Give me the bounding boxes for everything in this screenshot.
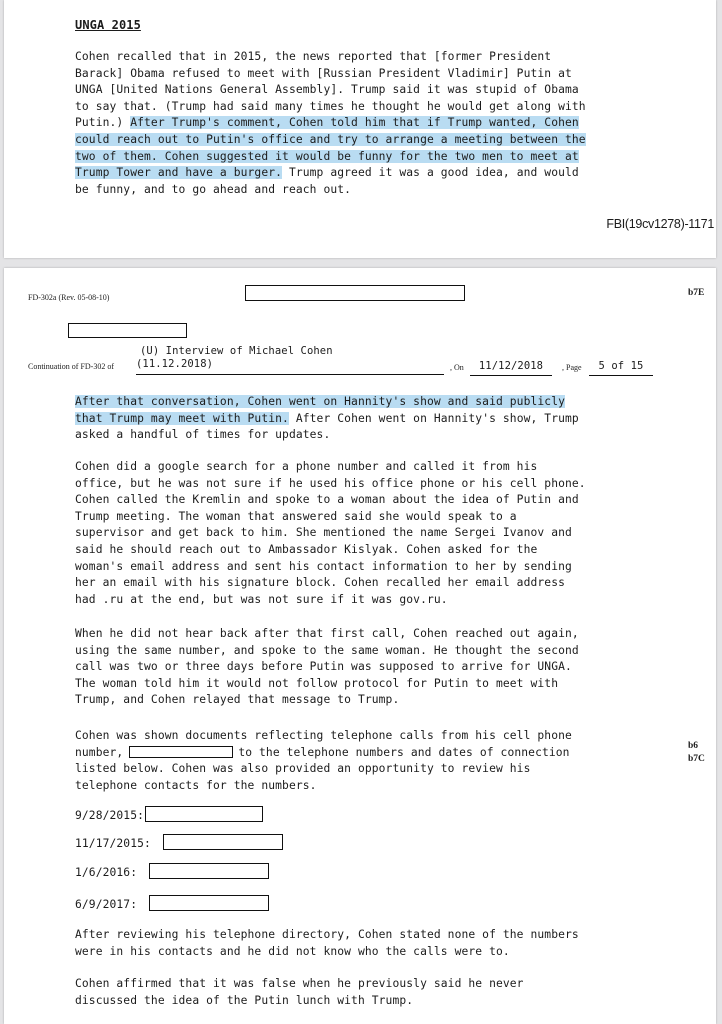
text-line: were in his contacts and he did not know who the calls were to. [75,944,510,958]
on-label: , On [450,363,464,372]
text-line [75,99,655,116]
text-line: her an email with his signature block. Cohen recalled her email address [75,576,565,590]
text-line [75,427,655,444]
text-line: telephone contacts for the numbers. [75,778,317,792]
exemption-b7e: b7E [688,288,705,298]
exemption-b6: b6 [688,741,699,751]
text-line: Cohen affirmed that it was false when he previously said he never [75,977,524,990]
page-label: , Page [562,363,582,372]
continuation-label: Continuation of FD-302 of [28,362,114,371]
text-line: listed below. Cohen was also provided an opportunity to review his [75,762,531,776]
text-segment: Trump agreed it was a good idea, and would [282,166,579,180]
form-number: FD-302a (Rev. 05-08-10) [28,293,110,302]
call-date: 11/17/2015: [75,837,151,850]
highlighted-text: could reach out to Putin's office and try to arrange a meeting between the [75,132,586,146]
text-line: Trump, and Cohen relayed that message to Trump. [75,693,400,707]
text-line [75,182,655,199]
highlighted-text: that Trump may meet with Putin. [75,411,289,425]
redaction-box-phone [129,746,233,758]
paragraph-second-call [75,626,655,709]
text-line-with-redaction [75,745,655,762]
redaction-box-header [245,285,465,301]
paragraph-hannity [75,394,655,444]
text-line: Cohen called the Kremlin and spoke to a woman about the idea of Putin and [75,493,579,507]
document-page-2 [4,268,716,1024]
text-line: call was two or three days before Putin was supposed to arrive for UNGA. [75,660,572,674]
text-segment: After Cohen went on Hannity's show, Trump [288,411,579,425]
call-date: 6/9/2017: [75,898,138,911]
text-line: After reviewing his telephone directory, Cohen stated none of the numbers [75,928,579,941]
text-line: had .ru at the end, but was not sure if it was gov.ru. [75,592,448,606]
redaction-box-number [149,863,269,879]
text-segment: Putin.) [75,116,131,130]
call-date: 1/6/2016: [75,866,138,879]
text-line [75,49,655,66]
call-date-row [75,865,137,882]
highlighted-text: After that conversation, Cohen went on Hannity's show and said publicly [75,395,565,408]
text-line [75,115,655,132]
text-line [75,149,655,166]
text-segment: be funny, and to go ahead and reach out. [75,182,352,196]
text-line [75,66,655,83]
text-segment: Cohen recalled that in 2015, the news reported that [former President [75,50,552,63]
text-line [75,411,655,428]
redaction-box-number [149,895,269,911]
text-line: Cohen did a google search for a phone number and called it from his [75,460,538,473]
interview-title-field [136,345,444,375]
text-line [75,165,655,182]
highlighted-text: Trump Tower and have a burger. [75,166,283,180]
text-line: using the same number, and spoke to the same woman. He thought the second [75,643,579,657]
redaction-box-number [163,834,283,850]
call-date: 9/28/2015: [75,809,145,822]
text-line [75,394,655,411]
paragraph-unga [75,49,655,198]
text-segment: asked a handful of times for updates. [75,428,331,442]
text-line: Cohen was shown documents reflecting telephone calls from his cell phone [75,729,572,742]
text-segment: to say that. (Trump had said many times he thought he would get along with [75,99,586,113]
page-number-field: 5 of 15 [589,358,653,376]
paragraph-kremlin-call [75,459,655,608]
highlighted-text: two of them. Cohen suggested it would be funny for the two men to meet at [75,149,579,163]
paragraph-affirmation [75,976,655,1009]
text-line: said he should reach out to Ambassador Kislyak. Cohen asked for the [75,542,538,556]
text-segment: number, [75,745,124,759]
text-line: The woman told him it would not follow protocol for Putin to meet with [75,676,559,690]
interview-date-title: (11.12.2018) [136,358,214,370]
bates-number: FBI(19cv1278)-1171 [606,217,714,231]
paragraph-directory-review [75,927,655,960]
text-line: supervisor and get back to him. She mentioned the name Sergei Ivanov and [75,526,572,540]
paragraph-phone-records [75,728,655,794]
redaction-box-file [68,323,187,338]
text-segment: UNGA [United Nations General Assembly]. Trump said it was stupid of Obama [75,83,579,97]
section-heading: UNGA 2015 [75,18,141,32]
text-segment: to the telephone numbers and dates of connection [238,745,570,759]
text-line: office, but he was not sure if he used his office phone or his cell phone. [75,476,586,490]
date-field: 11/12/2018 [470,358,552,376]
highlighted-text: After Trump's comment, Cohen told him that if Trump wanted, Cohen [130,116,579,130]
call-date-row [75,897,137,914]
text-line [75,82,655,99]
text-line: discussed the idea of the Putin lunch with Trump. [75,993,414,1007]
document-page-1 [4,0,716,258]
call-date-row [75,808,144,825]
interview-title: (U) Interview of Michael Cohen [140,345,333,357]
text-line: When he did not hear back after that first call, Cohen reached out again, [75,627,579,640]
redaction-box-number [145,806,263,822]
call-date-row [75,836,151,853]
text-segment: Barack] Obama refused to meet with [Russian President Vladimir] Putin at [75,66,572,80]
text-line: woman's email address and sent his contact information to her by sending [75,559,572,573]
text-line [75,132,655,149]
exemption-b7c: b7C [688,754,705,764]
text-line: Trump meeting. The woman that answered said she would speak to a [75,509,517,523]
